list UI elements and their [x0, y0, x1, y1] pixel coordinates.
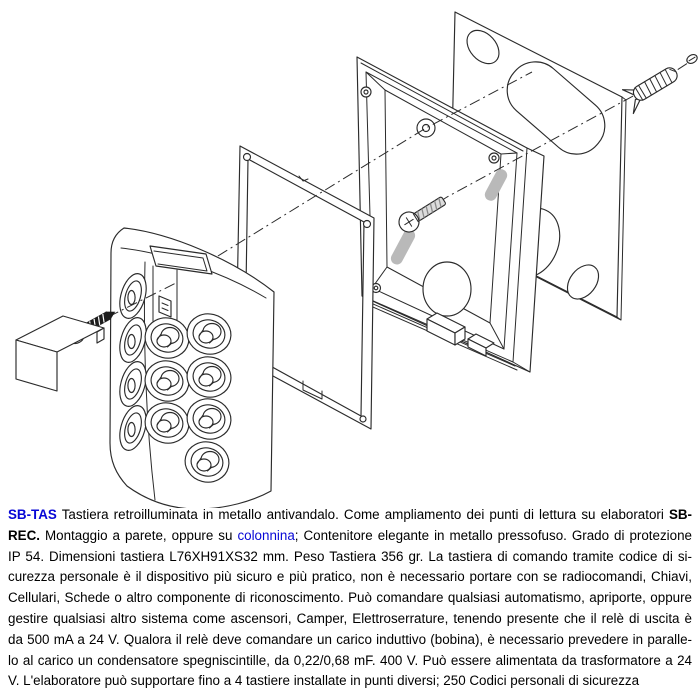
text-segment: SB- — [668, 507, 692, 522]
text-segment: REC. — [8, 527, 40, 543]
colonnina-link[interactable]: colonnina — [237, 527, 295, 543]
wall-anchor — [620, 61, 683, 113]
text-segment: IP 54. Dimensioni tastiera L76XH91XS32 mm. Peso Tastiera 356 gr. La tastiera di comando tramite codice di si- — [8, 548, 692, 564]
product-description — [8, 505, 692, 692]
anchor-screw-head — [685, 53, 699, 66]
description-line — [8, 671, 692, 692]
text-segment: da 500 mA a 24 V. Qualora il relè deve comandare un carico induttivo (bobina), è necessario prevedere in paralle- — [8, 631, 692, 647]
description-line — [8, 526, 692, 547]
text-segment: Cellulari, Schede o altro componente di riconoscimento. Può comandare qualsiasi automatismo, apriporte, oppure — [8, 590, 692, 606]
description-line — [8, 630, 692, 651]
description-line — [8, 588, 692, 609]
text-segment: ; Contenitore elegante in metallo pressofuso. Grado di protezione — [294, 527, 692, 543]
description-line — [8, 567, 692, 588]
text-segment: gestire qualsiasi altro sistema come ascensori, Camper, Elettroserrature, tenendo presente che il relè di uscita è — [8, 610, 692, 626]
text-segment: curezza personale è il dispositivo più sicuro e più pratico, non è necessario portare con se radiocomandi, Chiavi, — [8, 569, 692, 585]
description-line — [8, 505, 692, 526]
text-segment: Montaggio a parete, oppure su — [40, 527, 238, 543]
description-line — [8, 547, 692, 568]
text-segment: V. L'elaboratore può supportare fino a 4 tastiere installate in punti diversi; 250 Codici personali di sicurezza — [8, 673, 640, 689]
text-segment: Tastiera retroilluminata in metallo antivandalo. Come ampliamento dei punti di lettura su elaboratori — [56, 507, 669, 522]
description-line — [8, 651, 692, 672]
text-segment: lo al carico un condensatore spegniscintille, da 0,22/0,68 mF. 400 V. Può essere alimentata da trasformatore a 24 — [8, 652, 692, 668]
description-line — [8, 609, 692, 630]
front-keypad-panel — [110, 228, 274, 508]
mounting-bracket — [16, 316, 104, 391]
text-segment: SB-TAS — [8, 507, 57, 522]
